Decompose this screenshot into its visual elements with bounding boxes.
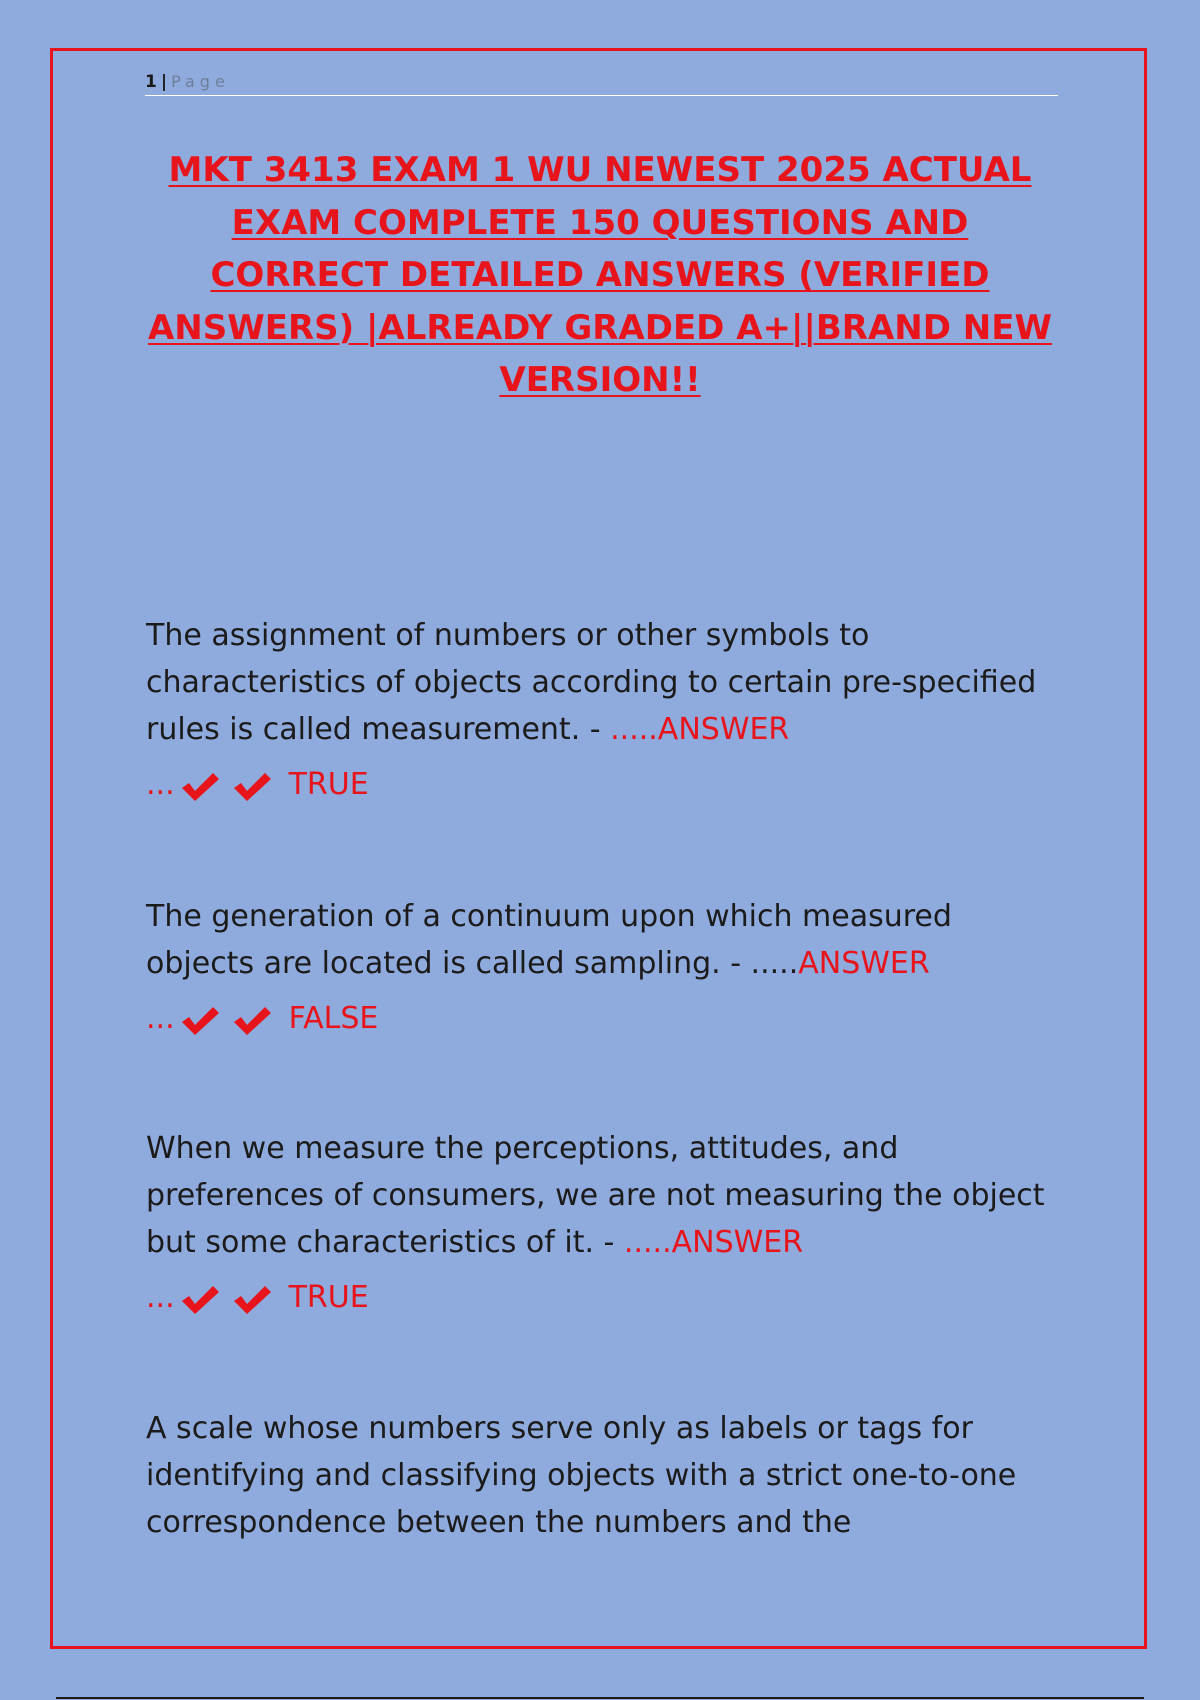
check-icon <box>179 1004 221 1036</box>
answer-value: FALSE <box>288 1001 379 1036</box>
check-icon <box>231 1283 273 1315</box>
answer-dots: ... <box>146 1280 175 1315</box>
answer-line <box>146 761 1046 808</box>
answer-value: TRUE <box>288 767 369 802</box>
page-number: 1 <box>145 72 157 92</box>
footer-rule <box>56 1697 1144 1699</box>
document-title: MKT 3413 EXAM 1 WU NEWEST 2025 ACTUAL EXAM COMPLETE 150 QUESTIONS AND CORRECT DETAILED ANSWERS (VERIFIED ANSWERS) |ALREADY GRADED A+||BRAND NEW VERSION!! <box>147 150 1052 400</box>
check-icon <box>231 1004 273 1036</box>
answer-lead: ANSWER <box>798 946 930 981</box>
answer-lead: .....ANSWER <box>623 1225 804 1260</box>
question-prompt: When we measure the perceptions, attitudes, and preferences of consumers, we are not measuring the object but some characteristics of it. - <box>146 1131 1045 1260</box>
answer-line <box>146 1274 1046 1321</box>
page-label: Page <box>171 72 230 91</box>
question-block-3 <box>146 1125 1046 1321</box>
check-icon <box>231 770 273 802</box>
question-prompt: The assignment of numbers or other symbols to characteristics of objects according to certain pre-specified rules is called measurement. - <box>146 618 1037 747</box>
question-block-4 <box>146 1405 1046 1546</box>
question-text <box>146 893 1046 987</box>
question-text <box>146 1125 1046 1266</box>
check-icon <box>179 770 221 802</box>
check-icon <box>179 1283 221 1315</box>
answer-dots: ... <box>146 767 175 802</box>
answer-dots: ... <box>146 1001 175 1036</box>
question-block-1 <box>146 612 1046 808</box>
question-prompt: The generation of a continuum upon which measured objects are located is called sampling. - ..... <box>146 899 952 981</box>
page-separator: | <box>160 72 168 92</box>
question-block-2 <box>146 893 1046 1042</box>
page-header <box>145 70 1058 96</box>
question-text <box>146 612 1046 753</box>
answer-value: TRUE <box>288 1280 369 1315</box>
answer-line <box>146 995 1046 1042</box>
answer-lead: .....ANSWER <box>610 712 790 747</box>
question-text: A scale whose numbers serve only as labels or tags for identifying and classifying objects with a strict one-to-one correspondence between the numbers and the <box>146 1411 1017 1540</box>
